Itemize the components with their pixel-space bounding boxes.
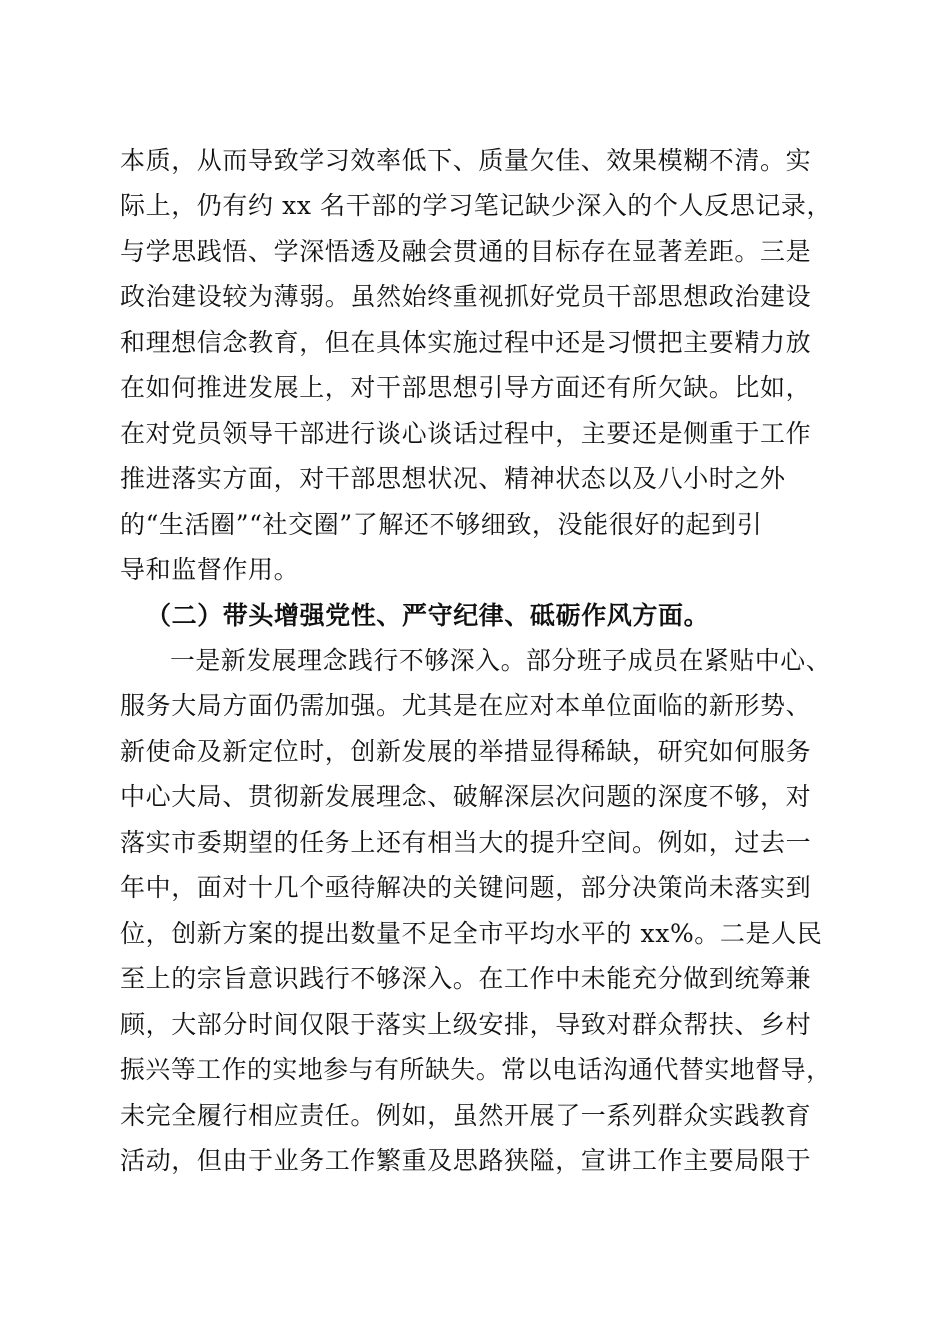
text-line: 服务大局方面仍需加强。尤其是在应对本单位面临的新形势、 (120, 691, 812, 720)
text-line: 中心大局、贯彻新发展理念、破解深层次问题的深度不够，对 (120, 782, 812, 811)
text-line: 本质，从而导致学习效率低下、质量欠佳、效果模糊不清。实 (120, 146, 812, 175)
text-line: 落实市委期望的任务上还有相当大的提升空间。例如，过去一 (120, 828, 812, 857)
text-line: 与学思践悟、学深悟透及融会贯通的目标存在显著差距。三是 (120, 237, 812, 266)
text-line: 振兴等工作的实地参与有所缺失。常以电话沟通代替实地督导， (120, 1055, 832, 1084)
text-line: 未完全履行相应责任。例如，虽然开展了一系列群众实践教育 (120, 1101, 812, 1130)
text-line: 一是新发展理念践行不够深入。部分班子成员在紧贴中心、 (170, 646, 832, 675)
text-line: 年中，面对十几个亟待解决的关键问题，部分决策尚未落实到 (120, 873, 812, 902)
text-line: 际上，仍有约 xx 名干部的学习笔记缺少深入的个人反思记录， (120, 191, 833, 220)
text-line: 在如何推进发展上，对干部思想引导方面还有所欠缺。比如， (120, 373, 812, 402)
text-line: 政治建设较为薄弱。虽然始终重视抓好党员干部思想政治建设 (120, 282, 812, 311)
section-heading: （二）带头增强党性、严守纪律、砥砺作风方面。 (146, 601, 710, 630)
text-line: 位，创新方案的提出数量不足全市平均水平的 xx%。二是人民 (120, 919, 823, 948)
text-line: 至上的宗旨意识践行不够深入。在工作中未能充分做到统筹兼 (120, 964, 812, 993)
text-line: 新使命及新定位时，创新发展的举措显得稀缺，研究如何服务 (120, 737, 812, 766)
text-line: 在对党员领导干部进行谈心谈话过程中，主要还是侧重于工作 (120, 419, 812, 448)
text-line: 导和监督作用。 (120, 555, 300, 584)
text-line: 顾，大部分时间仅限于落实上级安排，导致对群众帮扶、乡村 (120, 1010, 812, 1039)
text-line: 的“生活圈”“社交圈”了解还不够细致，没能很好的起到引 (120, 510, 763, 539)
text-line: 推进落实方面，对干部思想状况、精神状态以及八小时之外 (120, 464, 786, 493)
text-line: 和理想信念教育，但在具体实施过程中还是习惯把主要精力放 (120, 328, 812, 357)
text-line: 活动，但由于业务工作繁重及思路狭隘，宣讲工作主要局限于 (120, 1146, 812, 1175)
